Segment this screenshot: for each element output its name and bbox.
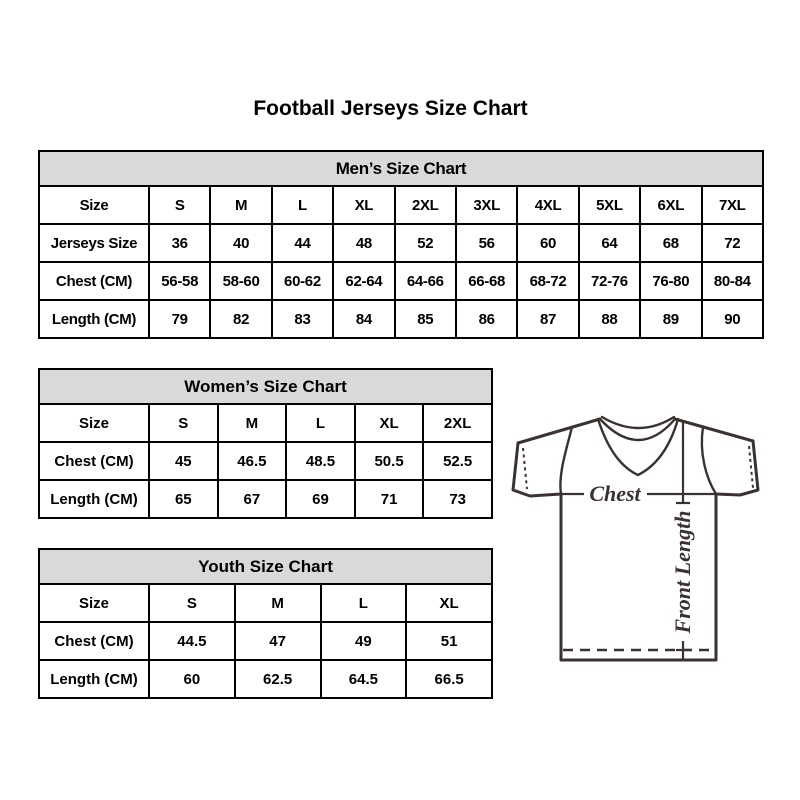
value-cell: 72-76: [579, 262, 640, 300]
value-cell: L: [286, 404, 355, 442]
right-shoulder-line: [675, 419, 753, 441]
value-cell: 80-84: [702, 262, 763, 300]
v-neck-collar: [598, 417, 678, 475]
value-cell: S: [149, 186, 210, 224]
value-cell: 60: [149, 660, 235, 698]
value-cell: 88: [579, 300, 640, 338]
row-label-cell: Length (CM): [39, 480, 149, 518]
value-cell: 84: [333, 300, 394, 338]
value-cell: 71: [355, 480, 424, 518]
value-cell: 4XL: [517, 186, 578, 224]
row-label-cell: Jerseys Size: [39, 224, 149, 262]
value-cell: 44.5: [149, 622, 235, 660]
value-cell: M: [210, 186, 271, 224]
value-cell: 83: [272, 300, 333, 338]
value-cell: 72: [702, 224, 763, 262]
womens-table-title: Women’s Size Chart: [39, 369, 492, 404]
left-shoulder-line: [518, 419, 600, 443]
value-cell: 48: [333, 224, 394, 262]
value-cell: 64: [579, 224, 640, 262]
value-cell: 60-62: [272, 262, 333, 300]
table-row: [39, 404, 492, 442]
measurement-annotations: [561, 421, 716, 660]
table-row: [39, 262, 763, 300]
table-row: [39, 186, 763, 224]
value-cell: 6XL: [640, 186, 701, 224]
value-cell: XL: [333, 186, 394, 224]
value-cell: 66.5: [406, 660, 492, 698]
right-armhole-seam: [702, 427, 716, 494]
value-cell: 52.5: [423, 442, 492, 480]
value-cell: S: [149, 404, 218, 442]
table-row: [39, 622, 492, 660]
value-cell: 66-68: [456, 262, 517, 300]
value-cell: 2XL: [395, 186, 456, 224]
left-armhole-seam: [560, 427, 572, 494]
right-cuff-stitch-line: [749, 446, 753, 488]
value-cell: 62.5: [235, 660, 321, 698]
value-cell: M: [235, 584, 321, 622]
front-length-label: Front Length: [670, 510, 695, 634]
value-cell: S: [149, 584, 235, 622]
value-cell: L: [272, 186, 333, 224]
left-cuff-stitch-line: [523, 448, 527, 489]
value-cell: 73: [423, 480, 492, 518]
chest-label: Chest: [589, 481, 641, 506]
row-label-cell: Chest (CM): [39, 442, 149, 480]
table-title-row: [39, 369, 492, 404]
value-cell: 87: [517, 300, 578, 338]
value-cell: 65: [149, 480, 218, 518]
value-cell: 56-58: [149, 262, 210, 300]
table-row: [39, 224, 763, 262]
value-cell: 69: [286, 480, 355, 518]
value-cell: 60: [517, 224, 578, 262]
value-cell: 50.5: [355, 442, 424, 480]
value-cell: 51: [406, 622, 492, 660]
value-cell: 52: [395, 224, 456, 262]
table-row: [39, 660, 492, 698]
row-label-cell: Size: [39, 404, 149, 442]
value-cell: XL: [406, 584, 492, 622]
youth-table-title: Youth Size Chart: [39, 549, 492, 584]
value-cell: 49: [321, 622, 407, 660]
value-cell: 3XL: [456, 186, 517, 224]
value-cell: 76-80: [640, 262, 701, 300]
value-cell: 36: [149, 224, 210, 262]
value-cell: 85: [395, 300, 456, 338]
value-cell: 58-60: [210, 262, 271, 300]
row-label-cell: Size: [39, 186, 149, 224]
row-label-cell: Length (CM): [39, 660, 149, 698]
table-row: [39, 480, 492, 518]
table-title-row: [39, 151, 763, 186]
value-cell: 62-64: [333, 262, 394, 300]
collar-band-outer-arc: [602, 417, 674, 428]
value-cell: 40: [210, 224, 271, 262]
value-cell: 64.5: [321, 660, 407, 698]
value-cell: 2XL: [423, 404, 492, 442]
value-cell: M: [218, 404, 287, 442]
mens-table-title: Men’s Size Chart: [39, 151, 763, 186]
jersey-outline: [513, 417, 758, 660]
value-cell: 47: [235, 622, 321, 660]
jersey-measurement-diagram: [500, 403, 780, 673]
value-cell: 64-66: [395, 262, 456, 300]
row-label-cell: Chest (CM): [39, 262, 149, 300]
value-cell: 56: [456, 224, 517, 262]
youth-size-table: [38, 548, 493, 699]
value-cell: 86: [456, 300, 517, 338]
value-cell: 89: [640, 300, 701, 338]
row-label-cell: Size: [39, 584, 149, 622]
value-cell: 46.5: [218, 442, 287, 480]
value-cell: 68: [640, 224, 701, 262]
value-cell: 90: [702, 300, 763, 338]
row-label-cell: Length (CM): [39, 300, 149, 338]
value-cell: XL: [355, 404, 424, 442]
value-cell: 67: [218, 480, 287, 518]
left-sleeve: [513, 443, 561, 496]
value-cell: L: [321, 584, 407, 622]
table-title-row: [39, 549, 492, 584]
table-row: [39, 442, 492, 480]
value-cell: 48.5: [286, 442, 355, 480]
value-cell: 82: [210, 300, 271, 338]
table-row: [39, 300, 763, 338]
row-label-cell: Chest (CM): [39, 622, 149, 660]
mens-size-table: [38, 150, 764, 339]
womens-size-table: [38, 368, 493, 519]
value-cell: 68-72: [517, 262, 578, 300]
value-cell: 45: [149, 442, 218, 480]
table-row: [39, 584, 492, 622]
value-cell: 5XL: [579, 186, 640, 224]
value-cell: 79: [149, 300, 210, 338]
value-cell: 7XL: [702, 186, 763, 224]
value-cell: 44: [272, 224, 333, 262]
page-title: Football Jerseys Size Chart: [253, 97, 528, 120]
